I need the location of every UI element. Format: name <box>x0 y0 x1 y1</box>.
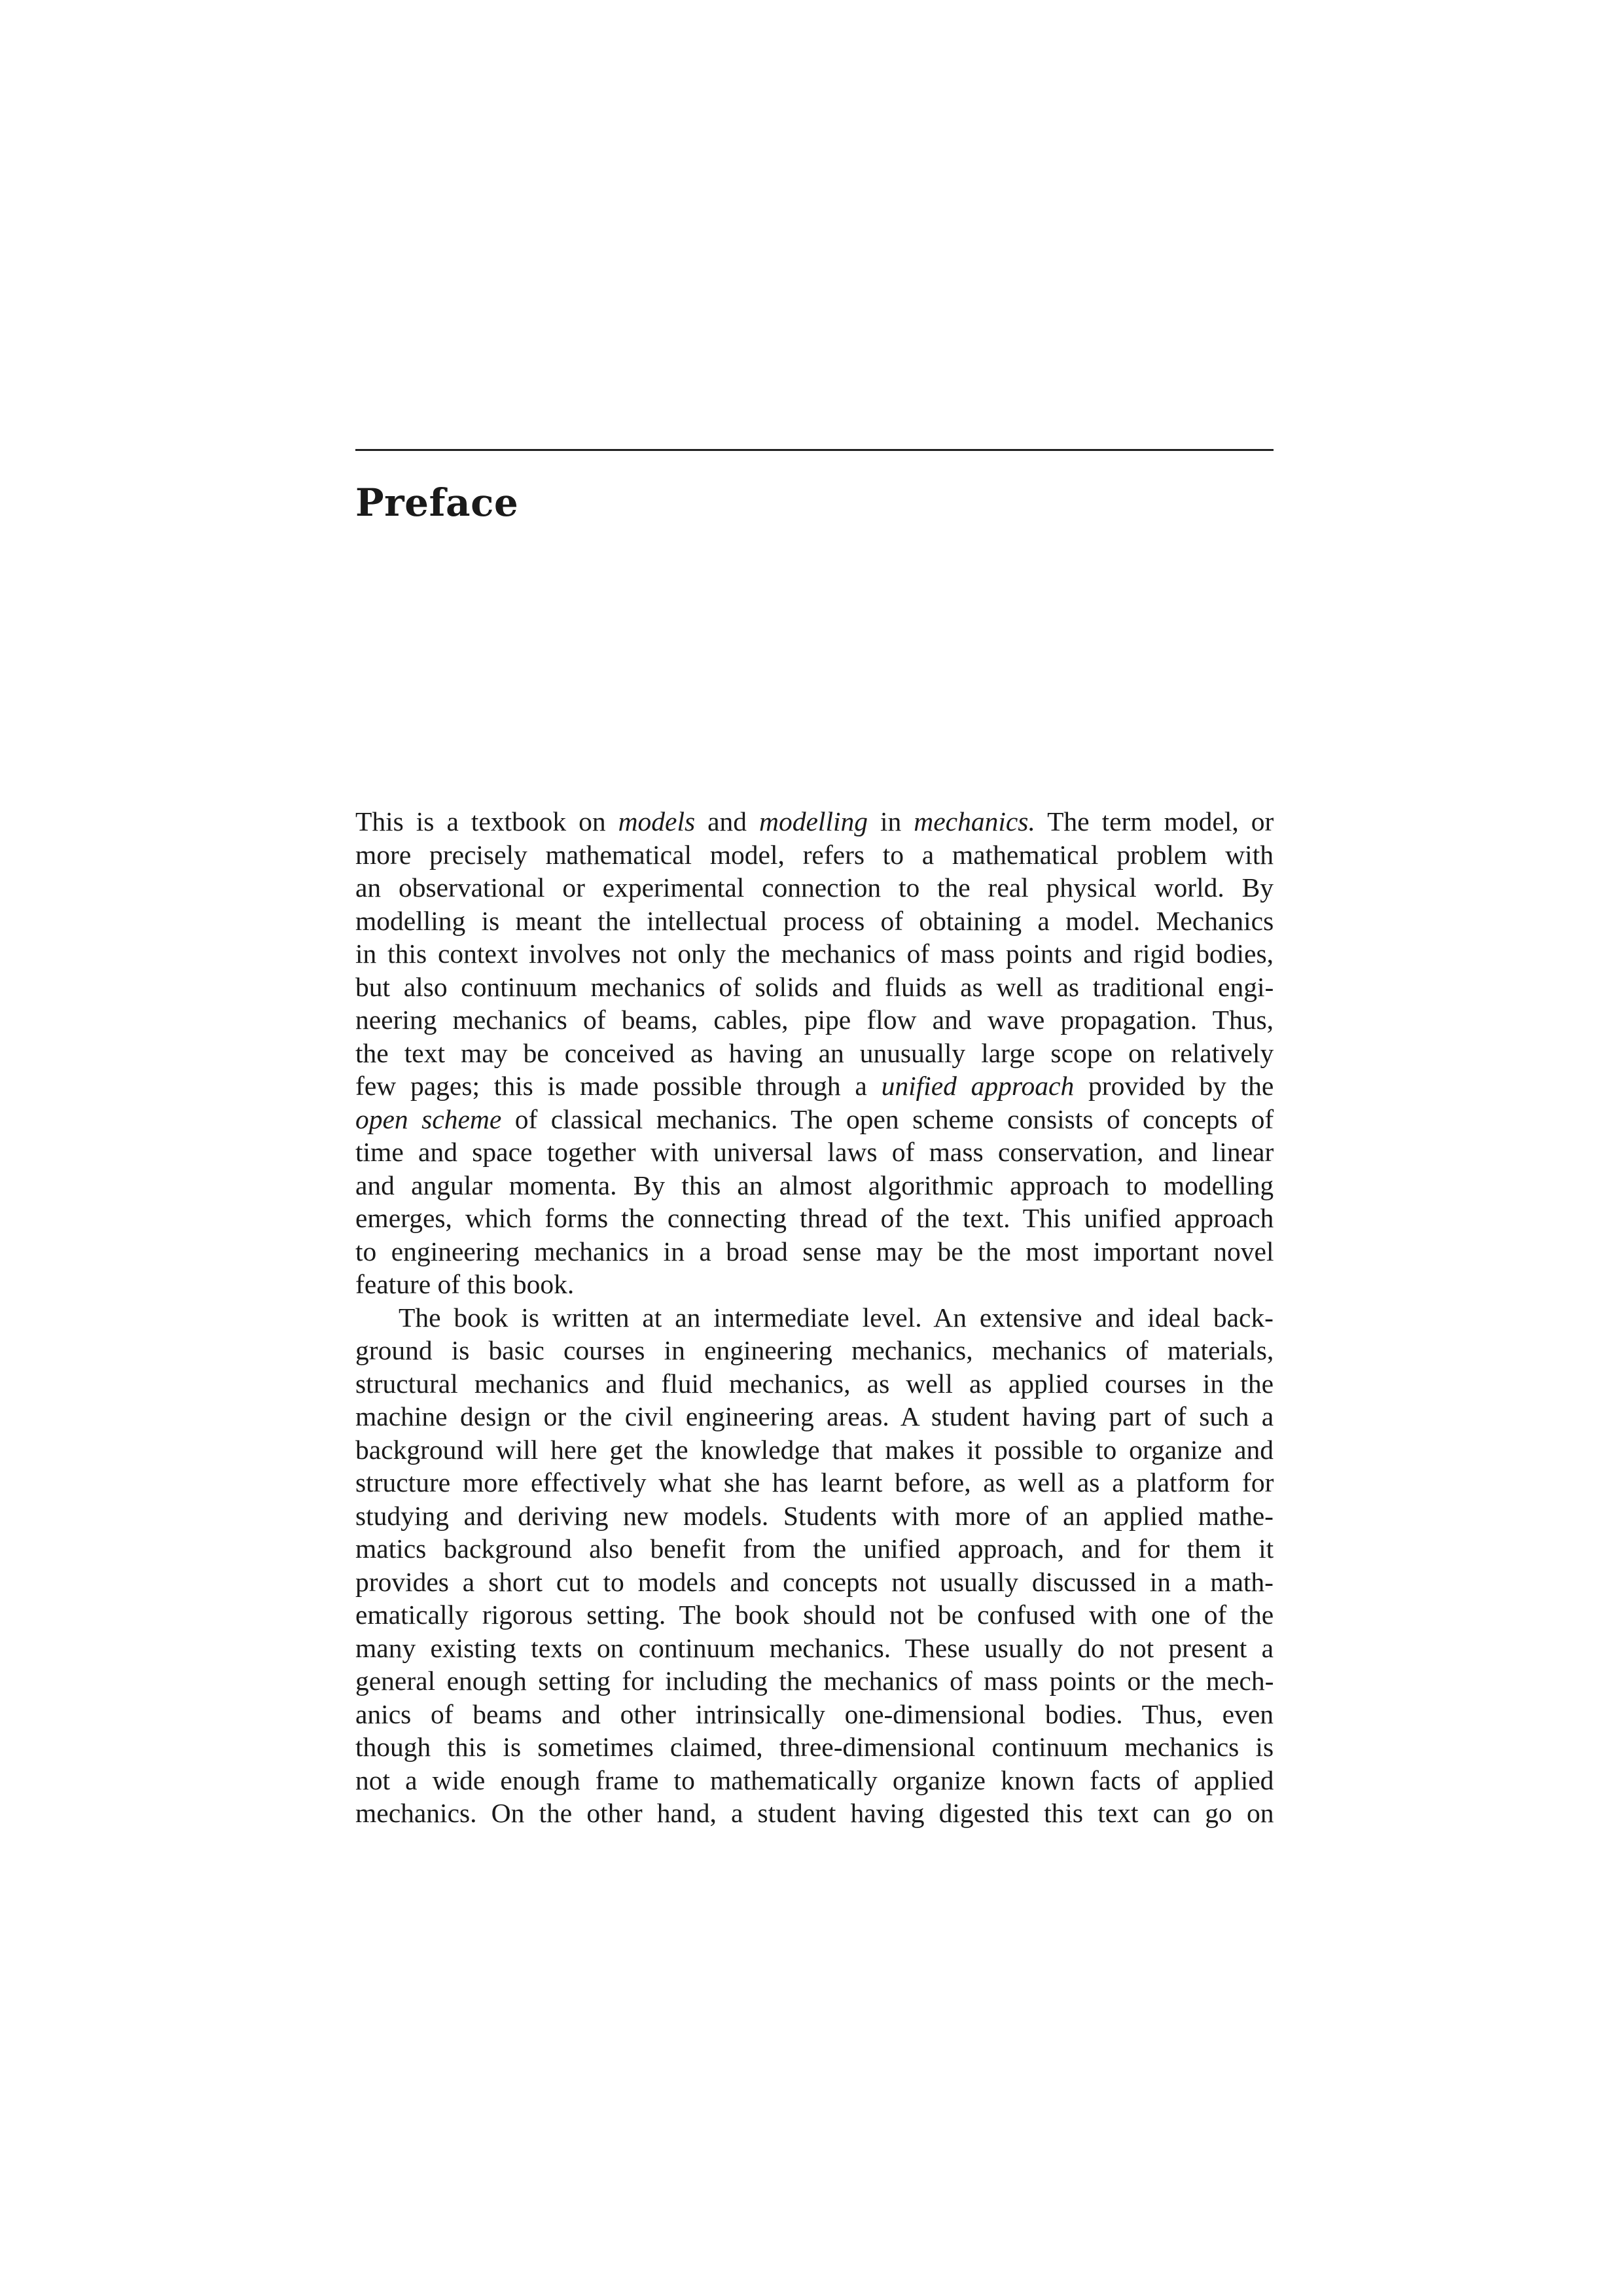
text-run: structure more effectively what she has learnt before, as well as a platform for <box>355 1467 1274 1498</box>
text-run: in <box>868 806 914 836</box>
text-line <box>355 1466 1274 1499</box>
text-line <box>355 1268 1274 1301</box>
text-run: the text may be conceived as having an unusually large scope on relatively <box>355 1037 1274 1068</box>
text-run: few pages; this is made possible through a <box>355 1071 882 1101</box>
text-line <box>355 1499 1274 1533</box>
text-line <box>355 1334 1274 1367</box>
text-line <box>355 1301 1274 1335</box>
text-run: ematically rigorous setting. The book should not be confused with one of the <box>355 1600 1274 1630</box>
text-line <box>355 1400 1274 1433</box>
text-line <box>355 1632 1274 1665</box>
text-run: modelling is meant the intellectual process of obtaining a model. Mechanics <box>355 905 1274 936</box>
text-line <box>355 1367 1274 1401</box>
text-run: but also continuum mechanics of solids and fluids as well as traditional engi- <box>355 971 1274 1002</box>
text-run: anics of beams and other intrinsically one-dimensional bodies. Thus, even <box>355 1698 1274 1729</box>
text-line <box>355 805 1274 838</box>
text-line <box>355 1566 1274 1599</box>
text-line <box>355 871 1274 905</box>
text-run: emerges, which forms the connecting thread of the text. This unified approach <box>355 1203 1274 1233</box>
text-run: neering mechanics of beams, cables, pipe flow and wave propagation. Thus, <box>355 1005 1274 1035</box>
text-run: though this is sometimes claimed, three-dimensional continuum mechanics is <box>355 1732 1274 1762</box>
text-line <box>355 937 1274 971</box>
text-run: and <box>695 806 760 836</box>
text-run: mechanics. On the other hand, a student having digested this text can go on <box>355 1798 1274 1828</box>
text-run: general enough setting for including the mechanics of mass points or the mech- <box>355 1666 1274 1696</box>
text-line <box>355 1532 1274 1566</box>
text-line <box>355 1764 1274 1797</box>
chapter-title: Preface <box>355 480 519 525</box>
text-line <box>355 1731 1274 1764</box>
text-line <box>355 971 1274 1004</box>
emphasis-text: mechanics. <box>914 806 1035 836</box>
text-run: matics background also benefit from the unified approach, and for them it <box>355 1534 1274 1564</box>
text-run: feature of this book. <box>355 1269 575 1299</box>
text-line <box>355 1069 1274 1103</box>
text-line <box>355 1136 1274 1169</box>
text-run: This is a textbook on <box>355 806 618 836</box>
text-run: to engineering mechanics in a broad sense may be the most important novel <box>355 1236 1274 1266</box>
text-run: provides a short cut to models and concepts not usually discussed in a math- <box>355 1566 1274 1597</box>
text-run: of classical mechanics. The open scheme consists of concepts of <box>501 1103 1274 1134</box>
chapter-top-rule <box>355 449 1274 451</box>
text-run: in this context involves not only the mechanics of mass points and rigid bodies, <box>355 939 1274 969</box>
text-run: and angular momenta. By this an almost algorithmic approach to modelling <box>355 1170 1274 1200</box>
text-line <box>355 1698 1274 1731</box>
text-line <box>355 1103 1274 1136</box>
emphasis-text: models <box>618 806 696 836</box>
text-line <box>355 1235 1274 1268</box>
text-run: many existing texts on continuum mechanics. These usually do not present a <box>355 1632 1274 1663</box>
paragraph <box>355 805 1274 1301</box>
text-run: provided by the <box>1074 1071 1274 1101</box>
preface-body <box>355 805 1274 1830</box>
text-line <box>355 1202 1274 1235</box>
emphasis-text: open scheme <box>355 1103 502 1134</box>
text-line <box>355 1169 1274 1202</box>
text-line <box>355 1664 1274 1698</box>
text-run: The book is written at an intermediate level. An extensive and ideal back- <box>399 1302 1274 1333</box>
paragraph <box>355 1301 1274 1830</box>
text-run: studying and deriving new models. Students with more of an applied mathe- <box>355 1500 1274 1531</box>
text-run: structural mechanics and fluid mechanics, as well as applied courses in the <box>355 1368 1274 1399</box>
text-run: time and space together with universal laws of mass conservation, and linear <box>355 1137 1274 1167</box>
text-line <box>355 1598 1274 1632</box>
text-run: not a wide enough frame to mathematically organize known facts of applied <box>355 1765 1274 1795</box>
text-run: an observational or experimental connection to the real physical world. By <box>355 872 1274 903</box>
text-line <box>355 1797 1274 1830</box>
text-line <box>355 905 1274 938</box>
text-line <box>355 1433 1274 1467</box>
text-run: ground is basic courses in engineering mechanics, mechanics of materials, <box>355 1335 1274 1365</box>
text-run: more precisely mathematical model, refers to a mathematical problem with <box>355 839 1274 870</box>
text-line <box>355 838 1274 872</box>
emphasis-text: unified approach <box>881 1071 1075 1101</box>
text-run: The term model, or <box>1035 806 1274 836</box>
text-line <box>355 1003 1274 1037</box>
text-run: background will here get the knowledge that makes it possible to organize and <box>355 1434 1274 1465</box>
emphasis-text: modelling <box>759 806 868 836</box>
text-run: machine design or the civil engineering areas. A student having part of such a <box>355 1401 1274 1431</box>
text-line <box>355 1037 1274 1070</box>
